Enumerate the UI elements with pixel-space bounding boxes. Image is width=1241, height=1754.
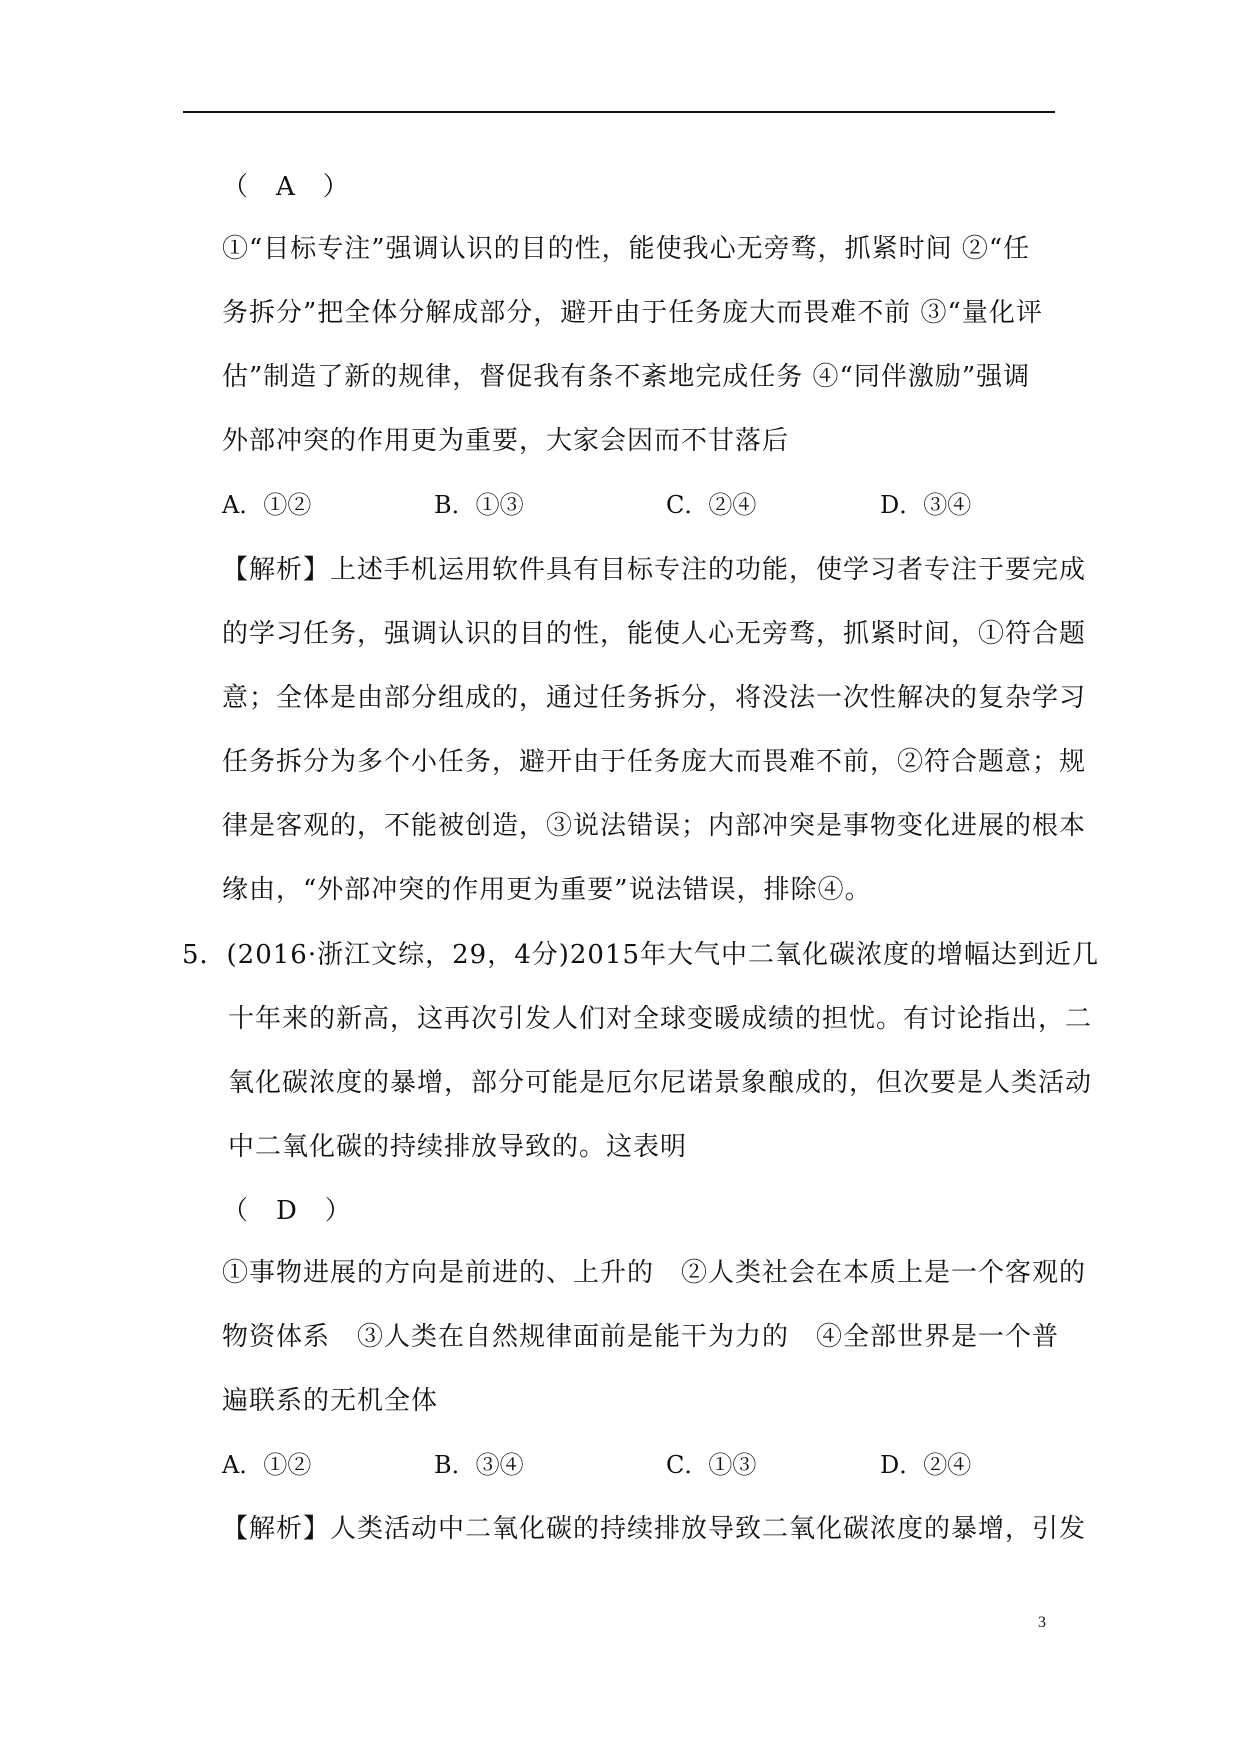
q4-analysis-line: 的学习任务，强调认识的目的性，能使人心无旁骛，抓紧时间，①符合题 — [222, 619, 1087, 649]
q4-analysis-line: 任务拆分为多个小任务，避开由于任务庞大而畏难不前，②符合题意；规 — [222, 747, 1087, 777]
q4-analysis-line: 律是客观的，不能被创造，③说法错误；内部冲突是事物变化进展的根本 — [222, 811, 1087, 841]
q5-option-d: D．②④ — [880, 1451, 972, 1479]
q5-analysis-line: 【解析】人类活动中二氧化碳的持续排放导致二氧化碳浓度的暴增，引发 — [222, 1514, 1087, 1544]
q4-statement-line: 务拆分”把全体分解成部分，避开由于任务庞大而畏难不前 ③“量化评 — [222, 298, 1043, 328]
q4-answer: （ A ） — [222, 172, 350, 202]
q4-option-a: A．①② — [222, 491, 312, 519]
q4-option-c: C．②④ — [666, 491, 757, 519]
q4-statement-line: ①“目标专注”强调认识的目的性，能使我心无旁骛，抓紧时间 ②“任 — [222, 234, 1031, 264]
q4-option-d: D．③④ — [880, 491, 972, 519]
page-number: 3 — [1038, 1614, 1046, 1631]
q5-option-b: B．③④ — [434, 1451, 524, 1479]
q4-statement-line: 外部冲突的作用更为重要，大家会因而不甘落后 — [222, 426, 790, 456]
q4-analysis-line: 【解析】上述手机运用软件具有目标专注的功能，使学习者专注于要完成 — [222, 555, 1087, 585]
q5-stem-line: 十年来的新高，这再次引发人们对全球变暖成绩的担忧。有讨论指出，二 — [228, 1004, 1093, 1034]
q5-stem-line: 中二氧化碳的持续排放导致的。这表明 — [228, 1132, 688, 1162]
q4-analysis-line: 意；全体是由部分组成的，通过任务拆分，将没法一次性解决的复杂学习 — [222, 683, 1087, 713]
q4-statement-line: 估”制造了新的规律，督促我有条不紊地完成任务 ④“同伴激励”强调 — [222, 362, 1031, 392]
q5-stem-line: 氧化碳浓度的暴增，部分可能是厄尔尼诺景象酿成的，但次要是人类活动 — [228, 1068, 1093, 1098]
q5-option-a: A．①② — [222, 1451, 312, 1479]
q5-statement-line: 物资体系 ③人类在自然规律面前是能干为力的 ④全部世界是一个普 — [222, 1322, 1060, 1352]
q5-answer: （ D ） — [222, 1196, 352, 1226]
q5-option-c: C．①③ — [666, 1451, 757, 1479]
q5-statement-line: ①事物进展的方向是前进的、上升的 ②人类社会在本质上是一个客观的 — [222, 1258, 1087, 1288]
q5-stem-line: 5．(2016·浙江文综，29，4分)2015年大气中二氧化碳浓度的增幅达到近几 — [182, 940, 1100, 970]
q5-statement-line: 遍联系的无机全体 — [222, 1386, 439, 1416]
q4-option-b: B．①③ — [434, 491, 524, 519]
q4-analysis-line: 缘由，“外部冲突的作用更为重要”说法错误，排除④。 — [222, 875, 872, 905]
header-rule — [183, 111, 1055, 113]
